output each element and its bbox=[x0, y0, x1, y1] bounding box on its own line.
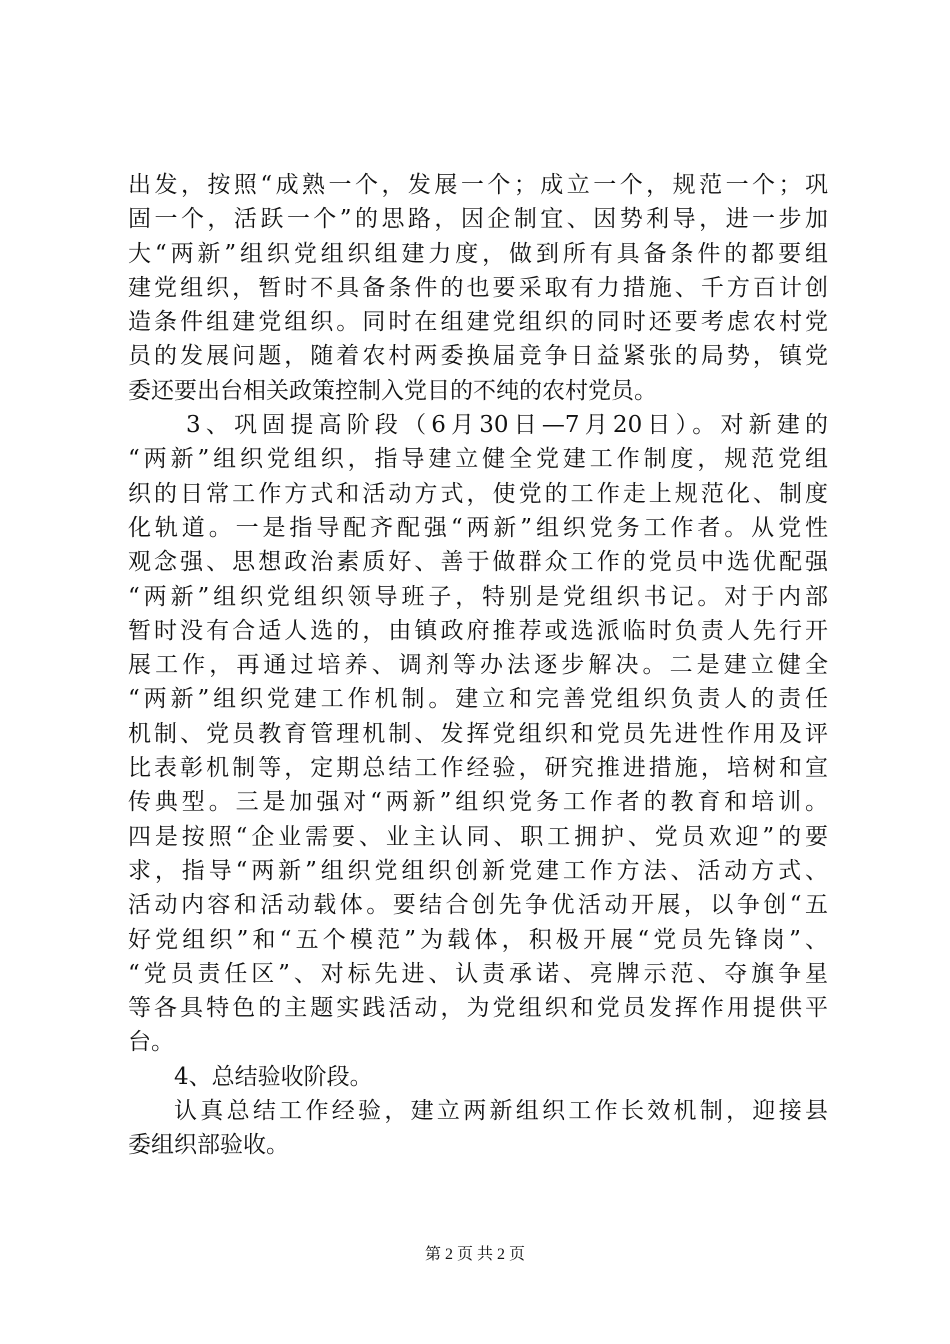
page-number-footer: 第 2 页 共 2 页 bbox=[424, 1246, 525, 1263]
text-line: 机制、党员教育管理机制、发挥党组织和党员先进性作用及评 bbox=[128, 720, 828, 747]
section-heading-stage-3: 3、巩固提高阶段（6月30日—7月20日）。对新建的 bbox=[186, 412, 828, 439]
text-line: 委组织部验收。 bbox=[128, 1132, 289, 1159]
text-line: “两新”组织党组织领导班子，特别是党组织书记。对于内部 bbox=[128, 583, 828, 610]
text-line: 委还要出台相关政策控制入党目的不纯的农村党员。 bbox=[128, 377, 657, 404]
text-line: 暂时没有合适人选的，由镇政府推荐或选派临时负责人先行开 bbox=[128, 617, 828, 644]
text-line: 观念强、思想政治素质好、善于做群众工作的党员中选优配强 bbox=[128, 549, 828, 576]
text-line: “两新”组织党组织，指导建立健全党建工作制度，规范党组 bbox=[128, 446, 828, 473]
text-line: 比表彰机制等，定期总结工作经验，研究推进措施，培树和宣 bbox=[128, 755, 828, 782]
text-line: 传典型。三是加强对“两新”组织党务工作者的教育和培训。 bbox=[128, 789, 828, 816]
text-line: 求，指导“两新”组织党组织创新党建工作方法、活动方式、 bbox=[128, 857, 828, 884]
text-line: 员的发展问题，随着农村两委换届竞争日益紧张的局势，镇党 bbox=[128, 343, 828, 370]
text-line: 认真总结工作经验，建立两新组织工作长效机制，迎接县 bbox=[174, 1098, 828, 1125]
text-line: 织的日常工作方式和活动方式，使党的工作走上规范化、制度 bbox=[128, 480, 828, 507]
text-line: “两新”组织党建工作机制。建立和完善党组织负责人的责任 bbox=[128, 686, 828, 713]
text-line: 固一个，活跃一个”的思路，因企制宜、因势利导，进一步加 bbox=[128, 206, 828, 233]
text-line: 出发，按照“成熟一个，发展一个；成立一个，规范一个；巩 bbox=[128, 172, 828, 198]
text-line: 活动内容和活动载体。要结合创先争优活动开展，以争创“五 bbox=[128, 892, 828, 919]
text-line: 建党组织，暂时不具备条件的也要采取有力措施、千方百计创 bbox=[128, 274, 828, 301]
text-line: 造条件组建党组织。同时在组建党组织的同时还要考虑农村党 bbox=[128, 309, 828, 336]
document-body bbox=[128, 168, 828, 1163]
text-line: 台。 bbox=[128, 1029, 174, 1056]
text-line: 等各具特色的主题实践活动，为党组织和党员发挥作用提供平 bbox=[128, 995, 828, 1022]
text-line: 好党组织”和“五个模范”为载体，积极开展“党员先锋岗”、 bbox=[128, 926, 828, 953]
text-line: “党员责任区”、对标先进、认责承诺、亮牌示范、夺旗争星 bbox=[128, 960, 828, 987]
text-line: 化轨道。一是指导配齐配强“两新”组织党务工作者。从党性 bbox=[128, 514, 828, 541]
text-line: 四是按照“企业需要、业主认同、职工拥护、党员欢迎”的要 bbox=[128, 823, 828, 850]
text-line: 展工作，再通过培养、调剂等办法逐步解决。二是建立健全 bbox=[128, 652, 828, 679]
text-line: 大“两新”组织党组织组建力度，做到所有具备条件的都要组 bbox=[128, 240, 828, 267]
section-heading-stage-4: 4、总结验收阶段。 bbox=[174, 1063, 373, 1090]
